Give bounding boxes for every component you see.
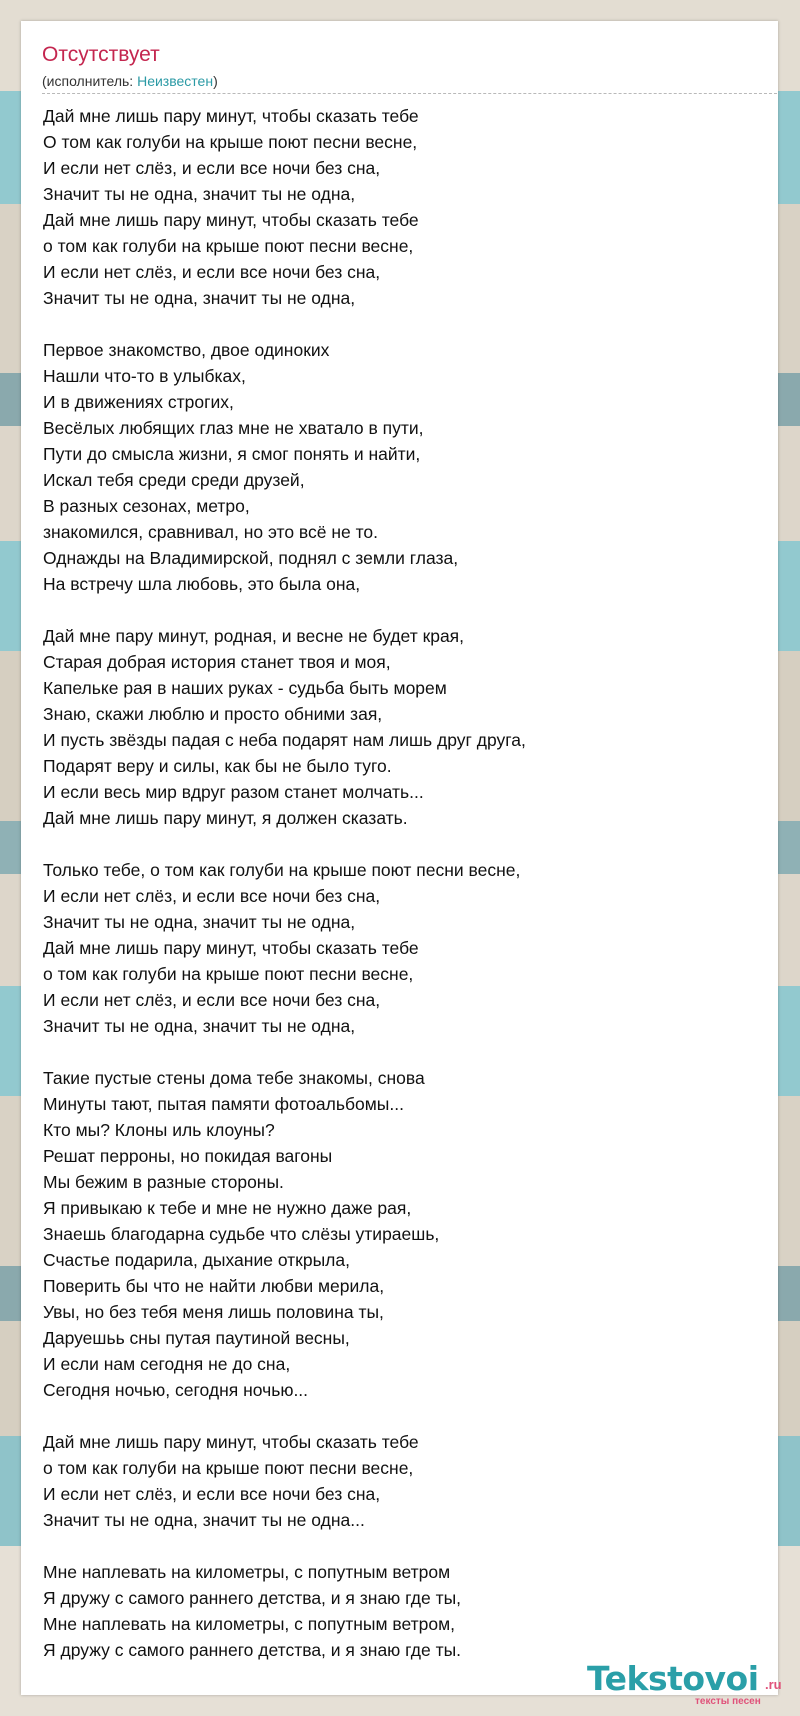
lyrics-line: Дай мне лишь пару минут, чтобы сказать тебе [43,938,419,958]
lyrics-line: О том как голуби на крыше поют песни весне, [43,132,418,152]
lyrics-line: Я дружу с самого раннего детства, и я знаю где ты. [43,1640,462,1660]
lyrics-line: Даруешьь сны путая паутиной весны, [43,1328,350,1348]
lyrics-stanza [43,337,763,597]
lyrics-line: И если нет слёз, и если все ночи без сна, [43,1484,381,1504]
lyrics-line: И если весь мир вдруг разом станет молчать... [43,782,424,802]
lyrics-line: Минуты тают, пытая памяти фотоальбомы... [43,1094,404,1114]
lyrics-stanza [43,1559,763,1663]
lyrics-line: Старая добрая история станет твоя и моя, [43,652,391,672]
lyrics-line: Первое знакомство, двое одиноких [43,340,330,360]
logo-tld: .ru [765,1677,782,1692]
lyrics-line: о том как голуби на крыше поют песни весне, [43,1458,414,1478]
lyrics-line: Я привыкаю к тебе и мне не нужно даже рая, [43,1198,412,1218]
lyrics-stanza [43,1065,763,1403]
lyrics-line: И если нет слёз, и если все ночи без сна, [43,990,381,1010]
lyrics-line: На встречу шла любовь, это была она, [43,574,361,594]
lyrics-line: знакомился, сравнивал, но это всё не то. [43,522,379,542]
lyrics-line: И пусть звёзды падая с неба подарят нам лишь друг друга, [43,730,526,750]
logo-brand: Tekstovoi [587,1659,759,1698]
lyrics-line: И если нет слёз, и если все ночи без сна, [43,886,381,906]
lyrics-line: И если нет слёз, и если все ночи без сна, [43,262,381,282]
lyrics-line: Искал тебя среди среди друзей, [43,470,305,490]
lyrics-stanza [43,623,763,831]
lyrics-line: Весёлых любящих глаз мне не хватало в пути, [43,418,424,438]
lyrics-line: Такие пустые стены дома тебе знакомы, снова [43,1068,425,1088]
lyrics-stanza [43,1429,763,1533]
lyrics-line: Нашли что-то в улыбках, [43,366,246,386]
song-title: Отсутствует [42,43,160,66]
lyrics-stanza [43,103,763,311]
lyrics-stanza [43,857,763,1039]
lyrics-line: Увы, но без тебя меня лишь половина ты, [43,1302,384,1322]
lyrics-line: Дай мне лишь пару минут, чтобы сказать тебе [43,106,419,126]
lyrics-line: Дай мне пару минут, родная, и весне не будет края, [43,626,465,646]
lyrics-line: В разных сезонах, метро, [43,496,250,516]
lyrics-line: Значит ты не одна, значит ты не одна, [43,912,356,932]
title-divider [42,93,777,94]
lyrics-line: Дай мне лишь пару минут, чтобы сказать тебе [43,1432,419,1452]
lyrics-card [21,21,782,1707]
lyrics-line: Мы бежим в разные стороны. [43,1172,284,1192]
lyrics-line: И в движениях строгих, [43,392,234,412]
logo-tagline: тексты песен [695,1696,761,1707]
lyrics-line: Решат перроны, но покидая вагоны [43,1146,333,1166]
lyrics-line: Мне наплевать на километры, с попутным ветром [43,1562,451,1582]
artist-link[interactable]: Неизвестен [137,73,214,89]
performer-prefix: (исполнитель: [42,73,138,89]
lyrics-line: Мне наплевать на километры, с попутным ветром, [43,1614,455,1634]
lyrics-line: о том как голуби на крыше поют песни весне, [43,964,414,984]
lyrics-line: Только тебе, о том как голуби на крыше поют песни весне, [43,860,521,880]
lyrics-line: Значит ты не одна, значит ты не одна, [43,288,356,308]
site-logo[interactable] [587,1659,797,1709]
performer-line [42,73,218,89]
lyrics-line: Значит ты не одна, значит ты не одна, [43,1016,356,1036]
lyrics-line: Я дружу с самого раннего детства, и я знаю где ты, [43,1588,462,1608]
lyrics-line: о том как голуби на крыше поют песни весне, [43,236,414,256]
lyrics-line: Подарят веру и силы, как бы не было туго. [43,756,392,776]
lyrics-line: Значит ты не одна, значит ты не одна, [43,184,356,204]
lyrics-line: И если нет слёз, и если все ночи без сна, [43,158,381,178]
performer-suffix: ) [213,73,218,89]
lyrics-line: Знаешь благодарна судьбе что слёзы утираешь, [43,1224,440,1244]
lyrics-line: Значит ты не одна, значит ты не одна... [43,1510,365,1530]
lyrics-line: Счастье подарила, дыхание открыла, [43,1250,350,1270]
lyrics-line: Однажды на Владимирской, поднял с земли глаза, [43,548,459,568]
lyrics-line: Дай мне лишь пару минут, чтобы сказать тебе [43,210,419,230]
lyrics-text [43,103,763,1663]
lyrics-line: Сегодня ночью, сегодня ночью... [43,1380,309,1400]
lyrics-line: Поверить бы что не найти любви мерила, [43,1276,385,1296]
lyrics-line: Капельке рая в наших руках - судьба быть морем [43,678,447,698]
lyrics-line: И если нам сегодня не до сна, [43,1354,291,1374]
lyrics-line: Кто мы? Клоны иль клоуны? [43,1120,275,1140]
lyrics-line: Дай мне лишь пару минут, я должен сказать. [43,808,408,828]
lyrics-line: Знаю, скажи люблю и просто обними зая, [43,704,383,724]
lyrics-line: Пути до смысла жизни, я смог понять и найти, [43,444,421,464]
